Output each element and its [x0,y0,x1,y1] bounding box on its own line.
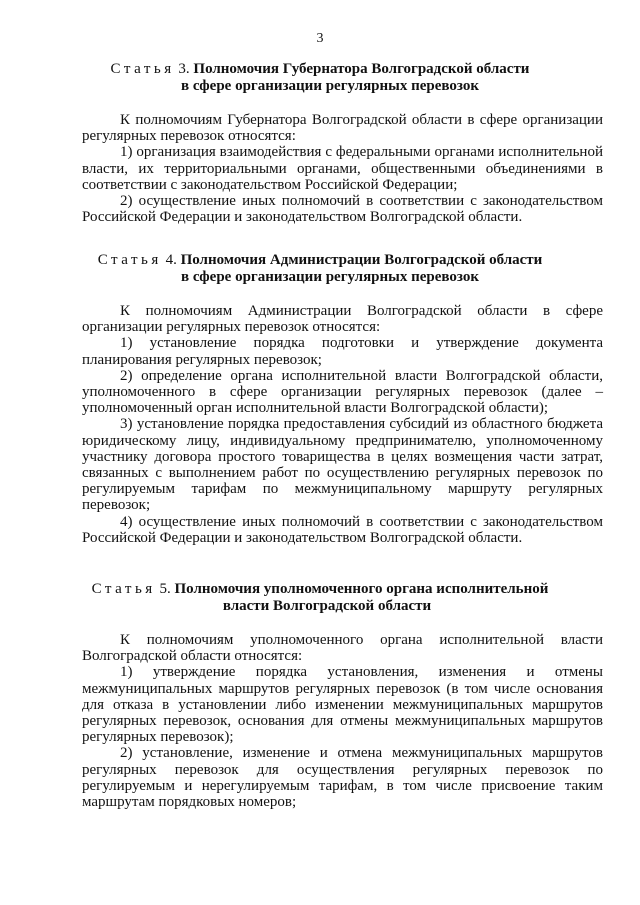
article-5-heading-line1 [0,581,640,598]
article-3-paragraph: 1) организация взаимодействия с федеральными органами исполнительной власти, их территориальными органами, общественными объединениями в соответствии с законодательством Российской Федерации; [82,144,603,193]
article-4-number: 4. [165,252,177,268]
article-3-heading [0,61,640,95]
article-4-title-line2: в сфере организации регулярных перевозок [180,269,480,285]
article-3-word: Статья [110,61,175,77]
article-4-paragraph: 1) установление порядка подготовки и утверждение документа планирования регулярных перевозок; [82,335,603,368]
article-4-paragraph: 4) осуществление иных полномочий в соответствии с законодательством Российской Федерации и законодательством Волгоградской области. [82,513,603,546]
article-5-number: 5. [159,581,171,597]
article-3-title-line1: Полномочия Губернатора Волгоградской области [193,61,530,77]
article-5-paragraph: 1) утверждение порядка установления, изменения и отмены межмуниципальных маршрутов регулярных перевозок (в том числе основания для отказа в установлении либо изменении межмуниципальных маршрутов регулярных перевозок, основания для отмены межмуниципальных маршрутов регулярных перевозок); [82,664,603,746]
article-3-number: 3. [178,61,190,77]
article-3-paragraph: К полномочиям Губернатора Волгоградской области в сфере организации регулярных перевозок относятся: [82,112,603,145]
article-3-title-line2: в сфере организации регулярных перевозок [180,78,480,94]
article-5-body [82,632,603,810]
article-4-heading [0,252,640,286]
article-4-heading-line1 [0,252,640,269]
article-4-word: Статья [97,252,162,268]
article-5-title-line2: власти Волгоградской области [222,598,432,614]
article-4-paragraph: 2) определение органа исполнительной власти Волгоградской области, уполномоченного в сфере организации регулярных перевозок (далее – уполномоченный орган исполнительной власти Волгоградской области); [82,367,603,417]
article-5-paragraph: К полномочиям уполномоченного органа исполнительной власти Волгоградской области относятся: [82,632,603,665]
article-4-body [82,303,603,546]
article-3-body [82,112,603,225]
article-3-heading-line1 [0,61,640,78]
article-5-heading [0,581,640,615]
article-4-paragraph: 3) установление порядка предоставления субсидий из областного бюджета юридическому лицу, индивидуальному предпринимателю, уполномоченному участнику договора простого товарищества в целях возмещения части затрат, связанных с выполнением работ по осуществлению регулярных перевозок по регулируемым тарифам по межмуниципальному маршруту регулярных перевозок; [82,416,603,514]
article-4-title-line1: Полномочия Администрации Волгоградской области [180,252,543,268]
article-5-word: Статья [91,581,156,597]
article-3-paragraph: 2) осуществление иных полномочий в соответствии с законодательством Российской Федерации и законодательством Волгоградской области. [82,193,603,226]
article-5-title-line1: Полномочия уполномоченного органа исполнительной [174,581,549,597]
article-4-paragraph: К полномочиям Администрации Волгоградской области в сфере организации регулярных перевозок относятся: [82,303,603,336]
article-5-paragraph: 2) установление, изменение и отмена межмуниципальных маршрутов регулярных перевозок для осуществления регулярных перевозок по регулируемым и нерегулируемым тарифам, в том числе присвоение таким маршрутам порядковых номеров; [82,745,603,811]
page-number: 3 [316,31,324,46]
